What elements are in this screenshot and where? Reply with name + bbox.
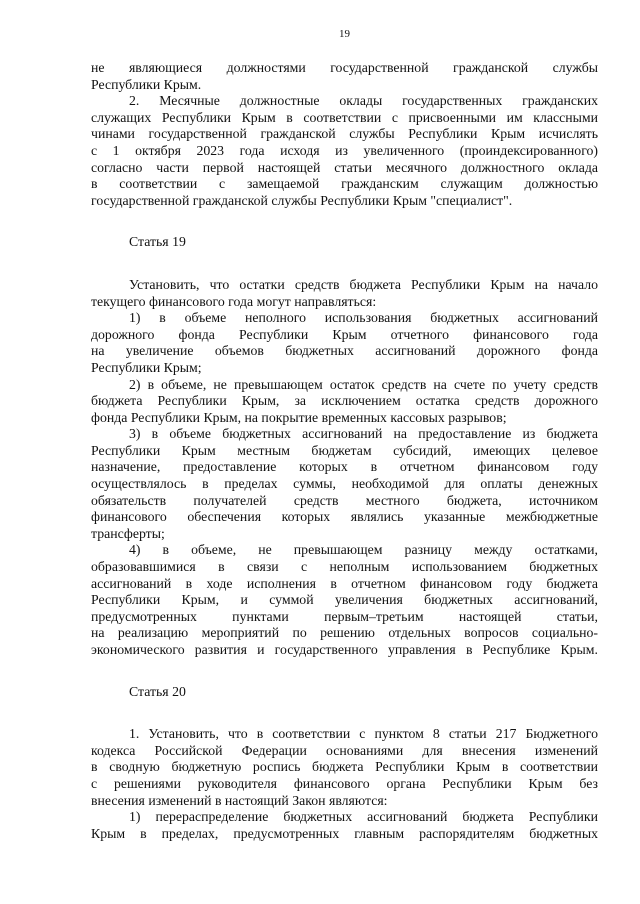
text-line: Республики Крым. [91,76,202,92]
text-line: Республики Крым местным бюджетам субсидий, имеющих целевое [91,442,598,458]
text-line: трансферты; [91,525,165,541]
text-line: Республики Крым, и суммой увеличения бюджетных ассигнований, [91,592,598,608]
text-line: текущего финансового года могут направляться: [91,293,377,309]
text-line: внесения изменений в настоящий Закон являются: [91,792,388,808]
paragraph-start-line: 1. Установить, что в соответствии с пунктом 8 статьи 217 Бюджетного [129,726,598,742]
article-20-heading: Статья 20 [129,683,186,699]
text-line: в соответствии с замещаемой гражданским служащим должностью [91,176,598,192]
text-line: экономического развития и государственного управления в Республике Крым. [91,642,598,657]
text-line: фонда Республики Крым, на покрытие временных кассовых разрывов; [91,409,507,425]
text-line: государственной гражданской службы Республики Крым "специалист". [91,192,513,208]
text-line: дорожного фонда Республики Крым отчетного финансового года [91,326,598,342]
text-line: с 1 октября 2023 года исходя из увеличенного (проиндексированного) [91,142,598,158]
text-line: Крым в пределах, предусмотренных главным распорядителям бюджетных [91,825,598,841]
article-19-heading: Статья 19 [129,234,186,250]
text-line: в сводную бюджетную роспись бюджета Республики Крым в соответствии [91,759,598,775]
text-line: служащих Республики Крым в соответствии с присвоенными им классными [91,109,598,125]
paragraph-start-line: 2) в объеме, не превышающем остаток средств на счете по учету средств [129,376,598,392]
text-line: ассигнований в ходе исполнения в отчетном финансовом году бюджета [91,575,598,591]
document-body [91,60,598,842]
text-line: кодекса Российской Федерации основаниями для внесения изменений [91,742,598,758]
paragraph-start-line: 4) в объеме, не превышающем разницу между остатками, [129,542,598,558]
text-line: на реализацию мероприятий по решению отдельных вопросов социально- [91,625,598,641]
text-line: согласно части первой настоящей статьи месячного должностного оклада [91,159,598,175]
text-line: обязательств получателей средств местного бюджета, источником [91,492,598,508]
text-line: осуществлялось в пределах суммы, необходимой для оплаты денежных [91,476,598,492]
text-line: финансового обеспечения которых являлись указанные межбюджетные [91,509,598,525]
paragraph-start-line: 3) в объеме бюджетных ассигнований на предоставление из бюджета [129,426,598,442]
text-line: с решениями руководителя финансового органа Республики Крым без [91,775,598,791]
text-line: предусмотренных пунктами первым–третьим настоящей статьи, [91,608,598,624]
text-line: бюджета Республики Крым, за исключением остатка средств дорожного [91,393,598,409]
text-line: чинами государственной гражданской службы Республики Крым исчислять [91,126,598,142]
text-line: назначение, предоставление которых в отчетном финансовом году [91,459,598,475]
paragraph-start-line: Установить, что остатки средств бюджета Республики Крым на начало [129,276,598,292]
text-line: не являющиеся должностями государственной гражданской службы [91,60,598,75]
text-line: образовавшимися в связи с неполным использованием бюджетных [91,559,598,575]
page-number: 19 [339,28,350,40]
text-line: Республики Крым; [91,359,202,375]
text-line: на увеличение объемов бюджетных ассигнований дорожного фонда [91,343,598,359]
paragraph-start-line: 2. Месячные должностные оклады государственных гражданских [129,93,598,109]
paragraph-start-line: 1) в объеме неполного использования бюджетных ассигнований [129,310,598,326]
paragraph-start-line: 1) перераспределение бюджетных ассигнований бюджета Республики [129,809,598,825]
